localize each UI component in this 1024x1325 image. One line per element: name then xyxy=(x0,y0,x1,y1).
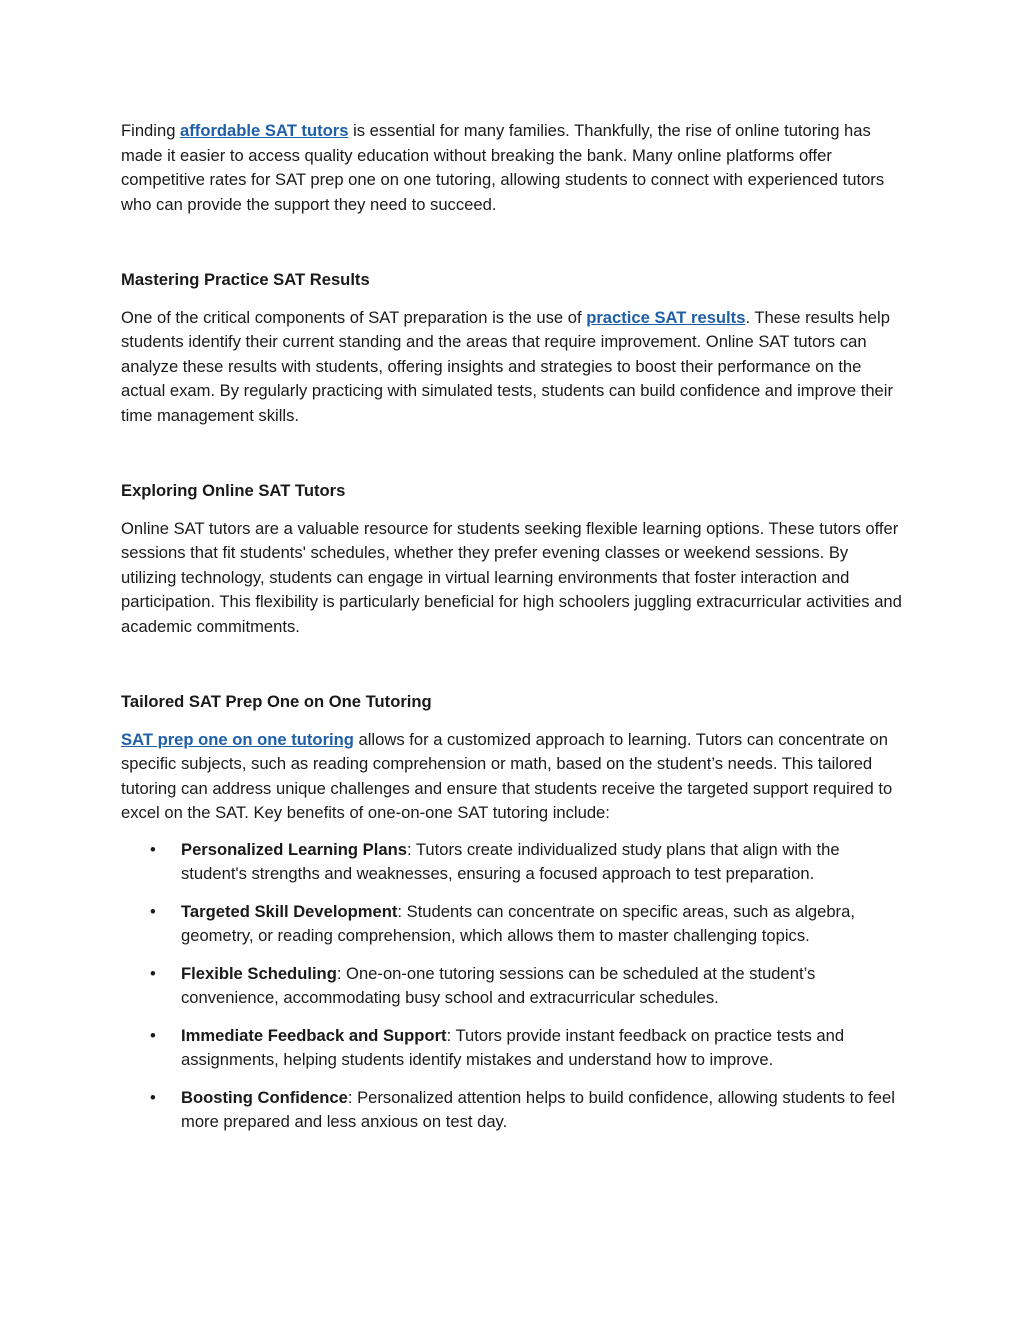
bullet-icon: • xyxy=(150,839,156,859)
online-tutors-paragraph: Online SAT tutors are a valuable resource for students seeking flexible learning options. These tutors offer sessions that fit students' schedules, whether they prefer evening classes or weekend sessions. By utilizing technology, students can engage in virtual learning environments that foster interaction and participation. This flexibility is particularly beneficial for high schoolers juggling extracurricular activities and academic commitments. xyxy=(121,518,902,636)
benefit-text: : Tutors create individualized study plans that align with the student's strengths and weaknesses, ensuring a focused approach to test preparation. xyxy=(181,839,840,883)
practice-results-text-before: One of the critical components of SAT preparation is the use of xyxy=(121,307,587,327)
section-heading-one-on-one: Tailored SAT Prep One on One Tutoring xyxy=(121,692,432,711)
benefit-text: : Personalized attention helps to build confidence, allowing students to feel more prepared and less anxious on test day. xyxy=(181,1087,895,1131)
benefit-text: : One-on-one tutoring sessions can be scheduled at the student’s convenience, accommodating busy school and extracurricular schedules. xyxy=(181,963,816,1007)
section-heading-practice-results: Mastering Practice SAT Results xyxy=(121,270,370,289)
list-item xyxy=(150,900,904,949)
practice-sat-results-link[interactable]: practice SAT results xyxy=(586,307,746,327)
affordable-sat-tutors-link[interactable]: affordable SAT tutors xyxy=(180,121,349,140)
bullet-icon: • xyxy=(150,901,156,921)
practice-results-paragraph xyxy=(121,306,904,429)
list-item xyxy=(150,962,904,1011)
intro-paragraph xyxy=(121,119,904,217)
benefit-term: Boosting Confidence xyxy=(181,1087,348,1107)
intro-text-before: Finding xyxy=(121,121,181,140)
benefit-term: Targeted Skill Development xyxy=(181,901,398,921)
list-item xyxy=(150,1086,904,1135)
sat-prep-one-on-one-tutoring-link[interactable]: SAT prep one on one tutoring xyxy=(121,729,354,749)
practice-results-text-after: . These results help students identify their current standing and the areas that require improvement. Online SAT tutors can analyze these results with students, offering insights and strategies to boost their performance on the actual exam. By regularly practicing with simulated tests, students can build confidence and improve their time management skills. xyxy=(121,307,893,425)
bullet-icon: • xyxy=(150,1087,156,1107)
section-heading-online-tutors: Exploring Online SAT Tutors xyxy=(121,481,346,500)
benefit-term: Personalized Learning Plans xyxy=(181,839,407,859)
list-item xyxy=(150,838,904,887)
benefit-text: : Students can concentrate on specific areas, such as algebra, geometry, or reading comprehension, which allows them to master challenging topics. xyxy=(181,901,855,945)
bullet-icon: • xyxy=(150,963,156,983)
list-item xyxy=(150,1024,904,1073)
benefit-text: : Tutors provide instant feedback on practice tests and assignments, helping students identify mistakes and understand how to improve. xyxy=(181,1025,845,1069)
intro-text-after: is essential for many families. Thankfully, the rise of online tutoring has made it easier to access quality education without breaking the bank. Many online platforms offer competitive rates for SAT prep one on one tutoring, allowing students to connect with experienced tutors who can provide the support they need to succeed. xyxy=(121,121,885,214)
benefits-list xyxy=(121,838,904,1135)
bullet-icon: • xyxy=(150,1025,156,1045)
one-on-one-paragraph xyxy=(121,728,904,826)
one-on-one-text-after: allows for a customized approach to learning. Tutors can concentrate on specific subjects, such as reading comprehension or math, based on the student’s needs. This tailored tutoring can address unique challenges and ensure that students receive the targeted support required to excel on the SAT. Key benefits of one-on-one SAT tutoring include: xyxy=(121,729,893,822)
benefit-term: Flexible Scheduling xyxy=(181,963,337,983)
benefit-term: Immediate Feedback and Support xyxy=(181,1025,447,1045)
